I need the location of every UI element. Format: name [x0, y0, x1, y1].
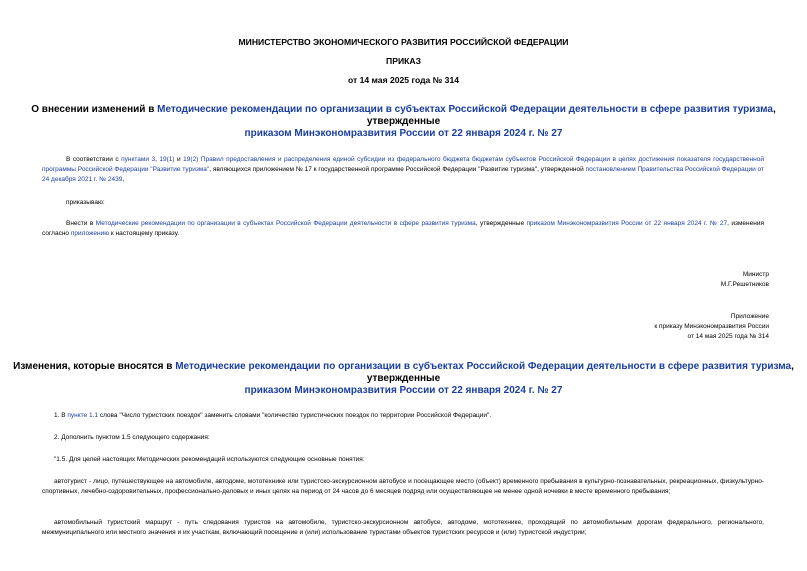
title-middle: , утвержденные	[366, 104, 776, 127]
item-1-text: слова "Число туристских поездок" заменить словами "количество туристических поездок по территории Российской Федерации".	[98, 412, 492, 419]
preamble-paragraph	[42, 155, 764, 185]
clause-text: Внести в	[66, 220, 96, 227]
ministry-heading: МИНИСТЕРСТВО ЭКОНОМИЧЕСКОГО РАЗВИТИЯ РОССИЙСКОЙ ФЕДЕРАЦИИ	[238, 37, 569, 47]
changes-title-link-recommendations[interactable]: Методические рекомендации по организации в субъектах Российской Федерации деятельности в сфере развития туризма	[175, 361, 792, 372]
orders-text: приказываю:	[66, 199, 105, 206]
preamble-text: и	[174, 156, 184, 163]
definition-auto-route: автомобильный туристский маршрут - путь следования туристов на автомобиле, туристско-экскурсионном автобусе, автодоме, мототехнике, проходящий по автомобильным дорогам федерального, регионального, межмуниципального или местного значения и их участкам, включающий посещение и (или) использование туристами объектов туристских ресурсов и (или) туристской индустрии;	[42, 519, 764, 536]
changes-title-prefix: Изменения, которые вносятся в	[13, 361, 176, 372]
item-1	[54, 411, 764, 421]
doc-type: ПРИКАЗ	[386, 56, 421, 66]
item-1-link[interactable]: пункте 1.1	[67, 412, 99, 419]
item-1-text: 1. В	[54, 412, 68, 419]
signature-position: Министр	[742, 271, 769, 278]
document-title	[0, 104, 807, 140]
title-link-recommendations[interactable]: Методические рекомендации по организации в субъектах Российской Федерации деятельности в сфере развития туризма	[157, 104, 773, 115]
preamble-text: ,	[122, 176, 125, 183]
preamble-text: В соответствии с	[66, 156, 122, 163]
preamble-link-p19-1[interactable]: 19(1)	[159, 156, 175, 163]
preamble-text: ,	[155, 156, 160, 163]
clause-text: к настоящему приказу.	[109, 230, 180, 237]
item-1-5-intro: "1.5. Для целей настоящих Методических рекомендаций используются следующие основные понятия:	[54, 456, 365, 463]
preamble-text: , являющихся приложением № 17 к государственной программе Российской Федерации "Развитие туризма", утвержденной	[209, 166, 586, 173]
clause-link-recommendations[interactable]: Методические рекомендации по организации в субъектах Российской Федерации деятельности в сфере развития туризма	[95, 220, 476, 227]
preamble-link-resolution[interactable]: постановлением Правительства Российской Федерации от 24 декабря 2021 г. № 2439	[42, 166, 764, 183]
changes-title-link-order[interactable]: приказом Минэкономразвития России от 22 января 2024 г. № 27	[244, 385, 563, 396]
changes-title-middle: , утвержденные	[366, 361, 794, 384]
appendix-label: Приложение	[730, 313, 769, 320]
clause-paragraph	[42, 219, 764, 239]
doc-date-number: от 14 мая 2025 года № 314	[347, 75, 460, 85]
title-link-order[interactable]: приказом Минэкономразвития России от 22 января 2024 г. № 27	[244, 128, 563, 139]
preamble-link-p3[interactable]: пунктами 3	[121, 156, 156, 163]
definition-autotourist: автотурист - лицо, путешествующее на автомобиле, автодоме, мототехнике или туристско-экскурсионном автобусе и посещающее место (объект) временного пребывания в культурно-познавательных, рекреационных, физкультурно-спортивных, лечебно-оздоровительных, профессионально-деловых и иных целях на период от 24 часов до 6 месяцев подряд или осуществляющее не менее одной ночевки в месте временного пребывания;	[42, 478, 764, 495]
preamble-link-rules[interactable]: 19(2) Правил предоставления и распределения единой субсидии из федерального бюджета бюджетам субъектов Российской Федерации в целях достижения показателя государственной программы Российской Федерации "Развитие туризма"	[42, 156, 764, 173]
clause-link-order[interactable]: приказом Минэкономразвития России от 22 января 2024 г. № 27	[526, 220, 728, 227]
changes-title	[0, 361, 807, 397]
clause-text: , утвержденные	[475, 220, 527, 227]
clause-link-appendix[interactable]: приложению	[70, 230, 110, 237]
title-prefix: О внесении изменений в	[31, 104, 158, 115]
signature-name: М.Г.Решетников	[720, 281, 769, 288]
clause-text: , изменения согласно	[42, 220, 764, 237]
appendix-date: от 14 мая 2025 года № 314	[687, 333, 769, 340]
appendix-order-ref: к приказу Минэкономразвития России	[654, 323, 769, 330]
item-2: 2. Дополнить пунктом 1.5 следующего содержания:	[54, 434, 210, 441]
